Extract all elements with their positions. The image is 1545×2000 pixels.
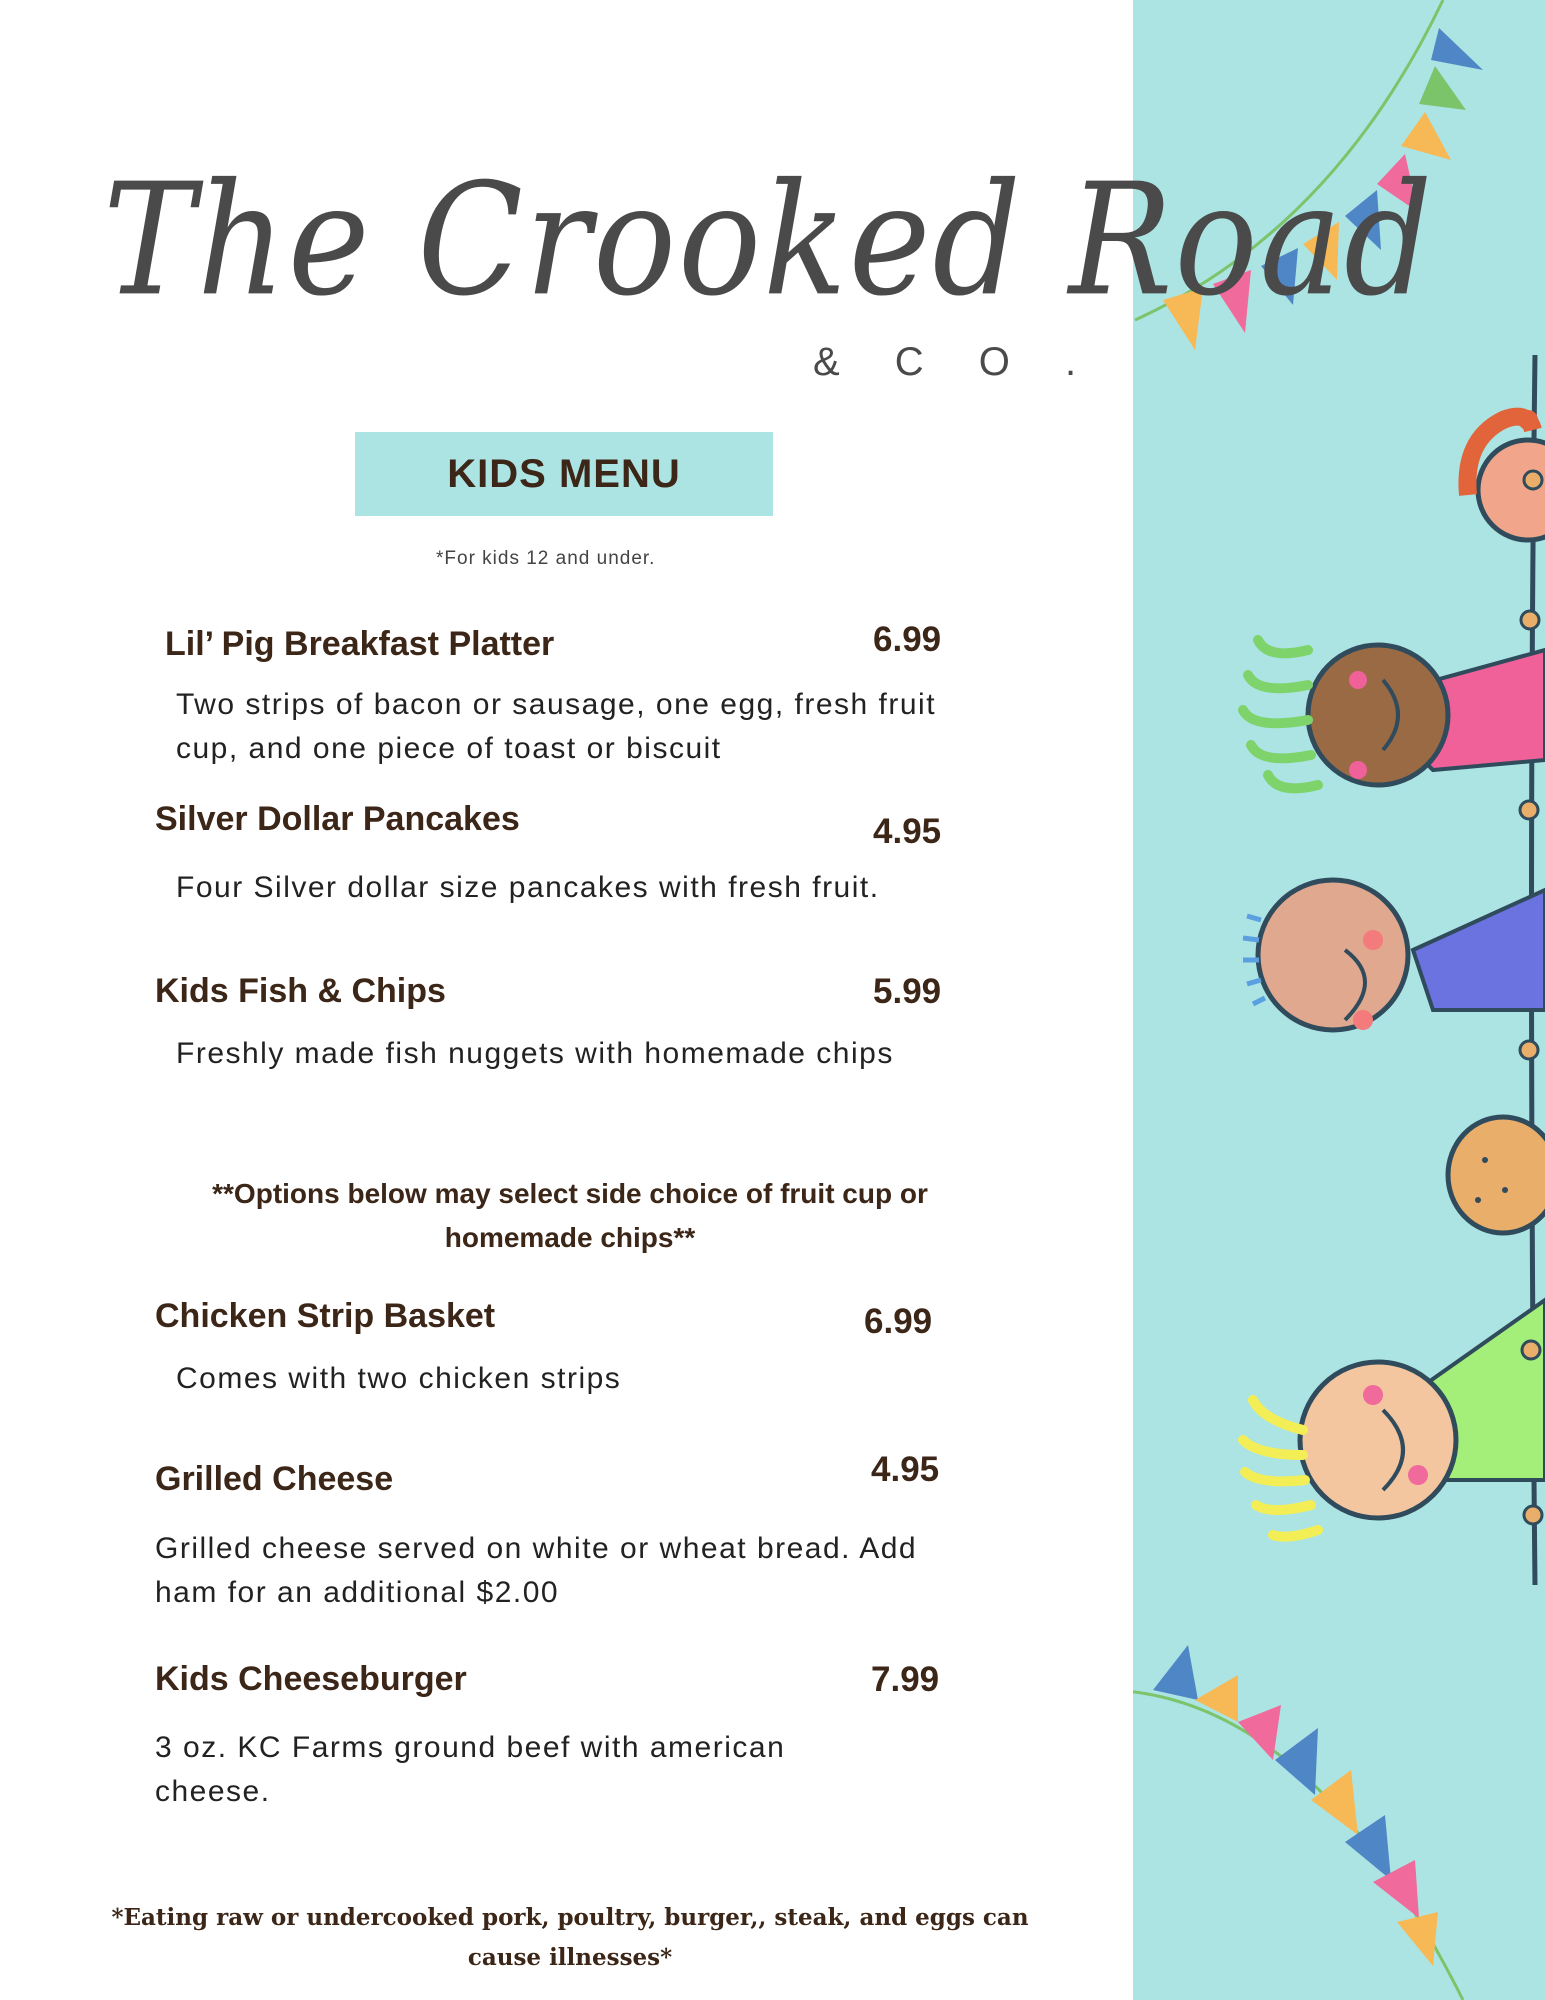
food-safety-disclaimer: *Eating raw or undercooked pork, poultry, burger,, steak, and eggs can cause illnesses* bbox=[111, 1904, 1029, 1971]
brand-name: The Crooked Road bbox=[103, 150, 1435, 331]
brand-suffix: & C O . bbox=[813, 340, 1099, 384]
kid-figure bbox=[1243, 880, 1545, 1030]
age-note: *For kids 12 and under. bbox=[436, 548, 656, 569]
kid-figure bbox=[1448, 1117, 1545, 1233]
side-options-note: **Options below may select side choice of fruit cup or homemade chips** bbox=[212, 1178, 928, 1253]
kid-figure bbox=[1243, 1300, 1545, 1537]
menu-item-name: Kids Cheeseburger bbox=[155, 1660, 467, 1698]
menu-title-banner bbox=[355, 432, 773, 516]
bunting-flag bbox=[1431, 28, 1483, 70]
menu-item-description: Two strips of bacon or sausage, one egg, fresh fruit cup, and one piece of toast or biscuit bbox=[176, 688, 937, 765]
menu-item-description: Comes with two chicken strips bbox=[176, 1362, 622, 1395]
brand-logo bbox=[95, 130, 1435, 390]
menu-item-price: 6.99 bbox=[864, 1302, 933, 1341]
menu-item-price: 4.95 bbox=[871, 1450, 940, 1489]
bunting-flag bbox=[1311, 1770, 1358, 1835]
menu-item-name: Kids Fish & Chips bbox=[155, 972, 446, 1010]
menu-item-name: Lil’ Pig Breakfast Platter bbox=[165, 625, 555, 663]
menu-item-price: 7.99 bbox=[871, 1660, 940, 1699]
menu-item-description: 3 oz. KC Farms ground beef with american cheese. bbox=[155, 1731, 786, 1808]
menu-title: KIDS MENU bbox=[447, 451, 681, 496]
menu-item-description: Four Silver dollar size pancakes with fresh fruit. bbox=[176, 871, 880, 904]
bunting-flag bbox=[1419, 66, 1466, 110]
kid-figure bbox=[1243, 640, 1545, 788]
bunting-flag bbox=[1153, 1645, 1198, 1700]
menu-item-name: Silver Dollar Pancakes bbox=[155, 800, 520, 838]
menu-item-description: Freshly made fish nuggets with homemade chips bbox=[176, 1037, 894, 1070]
bunting-flag bbox=[1275, 1728, 1318, 1795]
menu-item-description: Grilled cheese served on white or wheat bread. Add ham for an additional $2.00 bbox=[155, 1532, 918, 1609]
menu-item-name: Grilled Cheese bbox=[155, 1460, 394, 1498]
bunting-flag bbox=[1397, 1912, 1438, 1966]
menu-item-price: 4.95 bbox=[873, 812, 942, 851]
menu-item-price: 6.99 bbox=[873, 620, 942, 659]
menu-item-price: 5.99 bbox=[873, 972, 942, 1011]
menu-item-name: Chicken Strip Basket bbox=[155, 1297, 496, 1335]
